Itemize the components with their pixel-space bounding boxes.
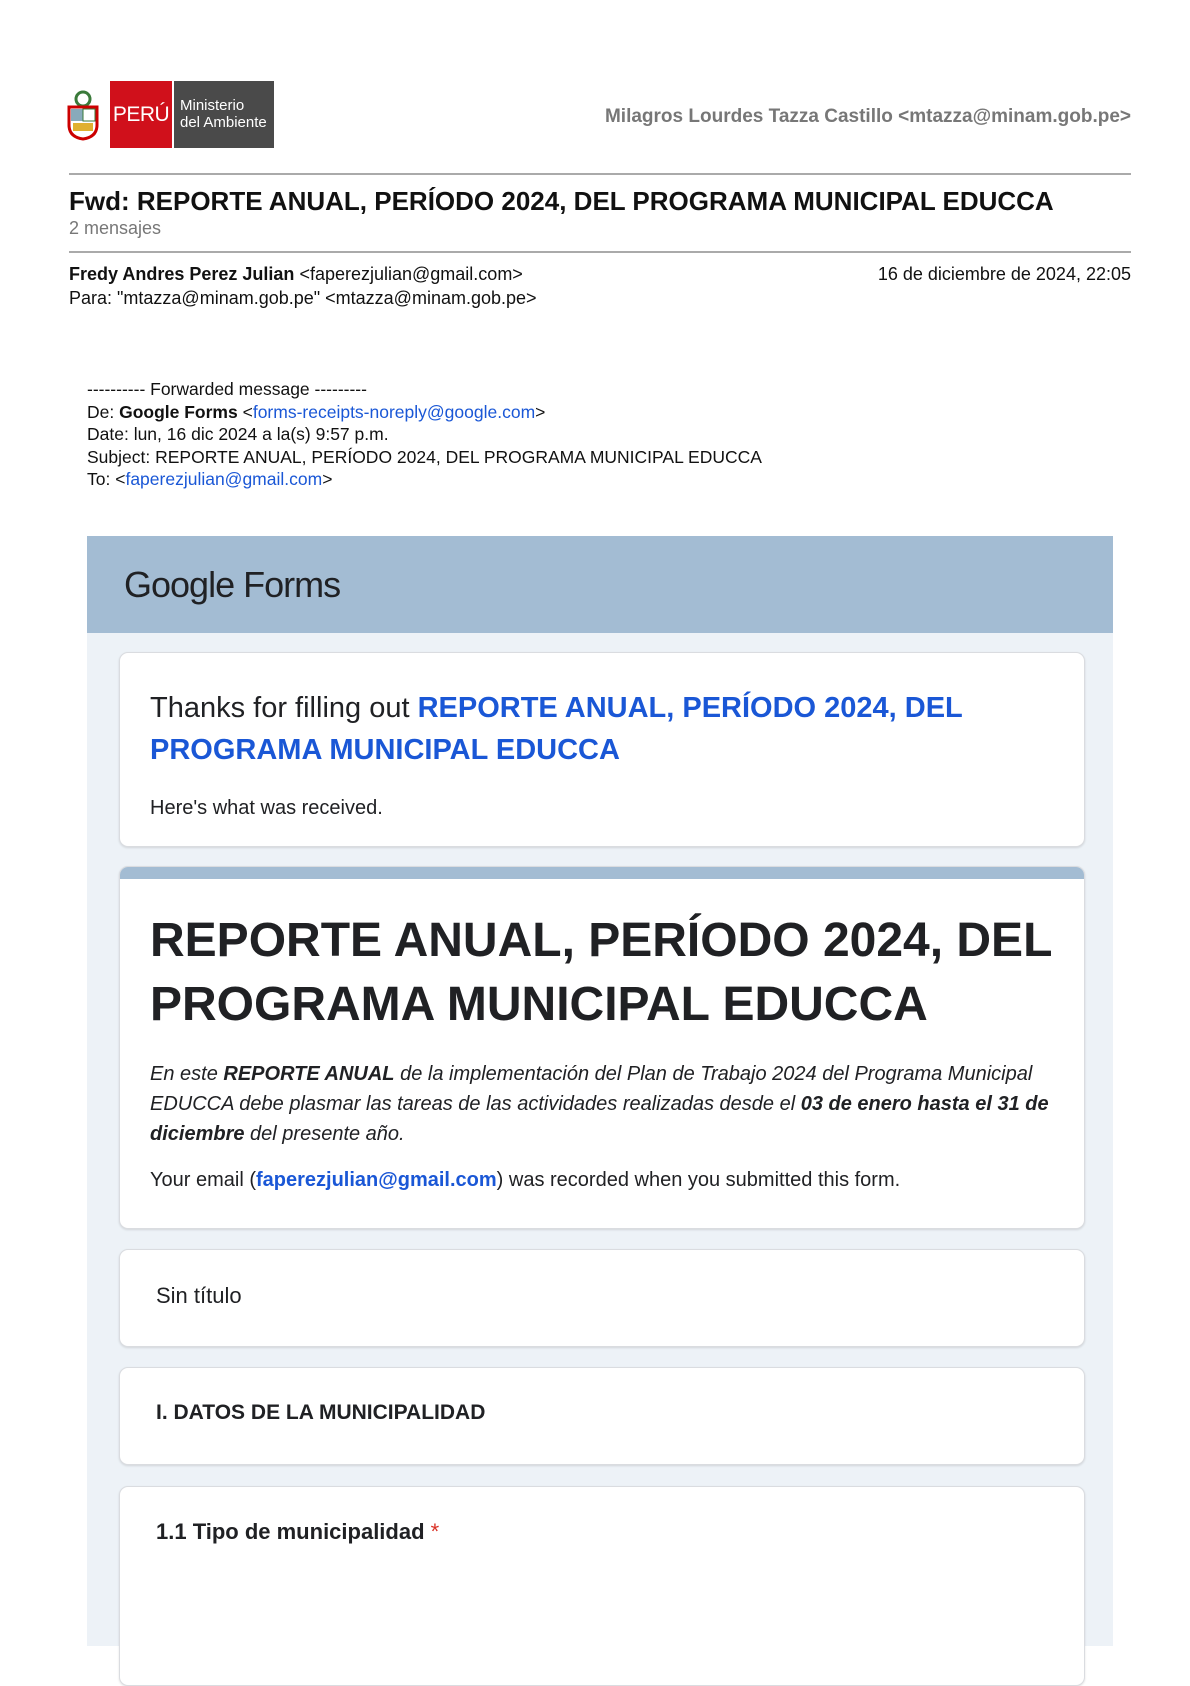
google-logo: Google	[124, 564, 235, 605]
sender-email: <faperezjulian@gmail.com>	[299, 264, 523, 284]
forwarded-to: To: <faperezjulian@gmail.com>	[87, 469, 333, 490]
forwarded-from: De: Google Forms <forms-receipts-noreply@google.com>	[87, 401, 546, 422]
account-owner: Milagros Lourdes Tazza Castillo <mtazza@minam.gob.pe>	[604, 106, 1131, 127]
ministry-label	[172, 81, 274, 148]
required-mark: *	[430, 1519, 440, 1544]
message-count: 2 mensajes	[69, 218, 162, 238]
received-text: Here's what was received.	[150, 797, 383, 819]
sender	[69, 264, 523, 285]
forms-logo: Forms	[234, 564, 341, 605]
desc-text: del presente año.	[244, 1123, 405, 1145]
divider	[69, 251, 1131, 253]
from-email-link[interactable]: forms-receipts-noreply@google.com	[252, 401, 536, 422]
desc-bold: 03 de enero hasta el 31 de diciembre	[150, 1093, 1049, 1145]
peru-label: PERÚ	[110, 81, 172, 148]
text: ) was recorded when you submitted this form.	[496, 1169, 901, 1191]
text: Your email (	[150, 1169, 256, 1191]
respondent-email-link[interactable]: faperezjulian@gmail.com	[255, 1169, 497, 1191]
desc-text: de la implementación del Plan de Trabajo 2024 del Programa Municipal EDUCCA debe plasmar las tareas de las actividades realizadas desde el	[150, 1063, 1033, 1115]
desc-bold: REPORTE ANUAL	[223, 1063, 395, 1085]
thanks-text: Thanks for filling out	[150, 692, 418, 724]
label: To:	[87, 469, 116, 490]
google-forms-header	[87, 536, 1113, 633]
question-label: 1.1 Tipo de municipalidad	[156, 1519, 425, 1544]
message-date: 16 de diciembre de 2024, 22:05	[877, 264, 1131, 284]
question-tipo-municipalidad	[119, 1486, 1085, 1686]
form-title-card	[119, 866, 1085, 1229]
ministry-line2: del Ambiente	[180, 114, 267, 131]
forwarded-header	[87, 378, 762, 491]
forwarded-subject: Subject: REPORTE ANUAL, PERÍODO 2024, DEL PROGRAMA MUNICIPAL EDUCCA	[87, 446, 762, 467]
recipient: Para: "mtazza@minam.gob.pe" <mtazza@minam.gob.pe>	[69, 288, 537, 308]
thread-subject: Fwd: REPORTE ANUAL, PERÍODO 2024, DEL PROGRAMA MUNICIPAL EDUCCA	[69, 186, 1054, 216]
from-name: Google Forms	[119, 401, 238, 422]
divider	[69, 173, 1131, 175]
card-accent-bar	[120, 867, 1084, 879]
section-title: Sin título	[156, 1283, 242, 1308]
section-datos-municipalidad	[119, 1367, 1085, 1465]
forwarded-label: ---------- Forwarded message ---------	[87, 379, 367, 399]
form-description	[150, 1059, 1054, 1149]
email-recorded-note	[150, 1169, 1054, 1192]
peru-coat-of-arms-icon	[60, 81, 106, 148]
form-link[interactable]: REPORTE ANUAL, PERÍODO 2024, DEL PROGRAMA MUNICIPAL EDUCCA	[150, 692, 963, 766]
section-title: I. DATOS DE LA MUNICIPALIDAD	[156, 1401, 486, 1424]
thanks-card	[119, 652, 1085, 847]
forwarded-date: Date: lun, 16 dic 2024 a la(s) 9:57 p.m.	[87, 424, 389, 445]
to-email-link[interactable]: faperezjulian@gmail.com	[125, 469, 323, 490]
section-untitled	[119, 1249, 1085, 1347]
label: De:	[87, 401, 120, 422]
ministry-line1: Ministerio	[180, 97, 245, 114]
minam-logo	[60, 81, 274, 148]
form-title: REPORTE ANUAL, PERÍODO 2024, DEL PROGRAMA MUNICIPAL EDUCCA	[150, 914, 1052, 1031]
desc-text: En este	[150, 1063, 224, 1085]
sender-name: Fredy Andres Perez Julian	[69, 264, 295, 284]
google-forms-receipt	[87, 536, 1113, 1646]
